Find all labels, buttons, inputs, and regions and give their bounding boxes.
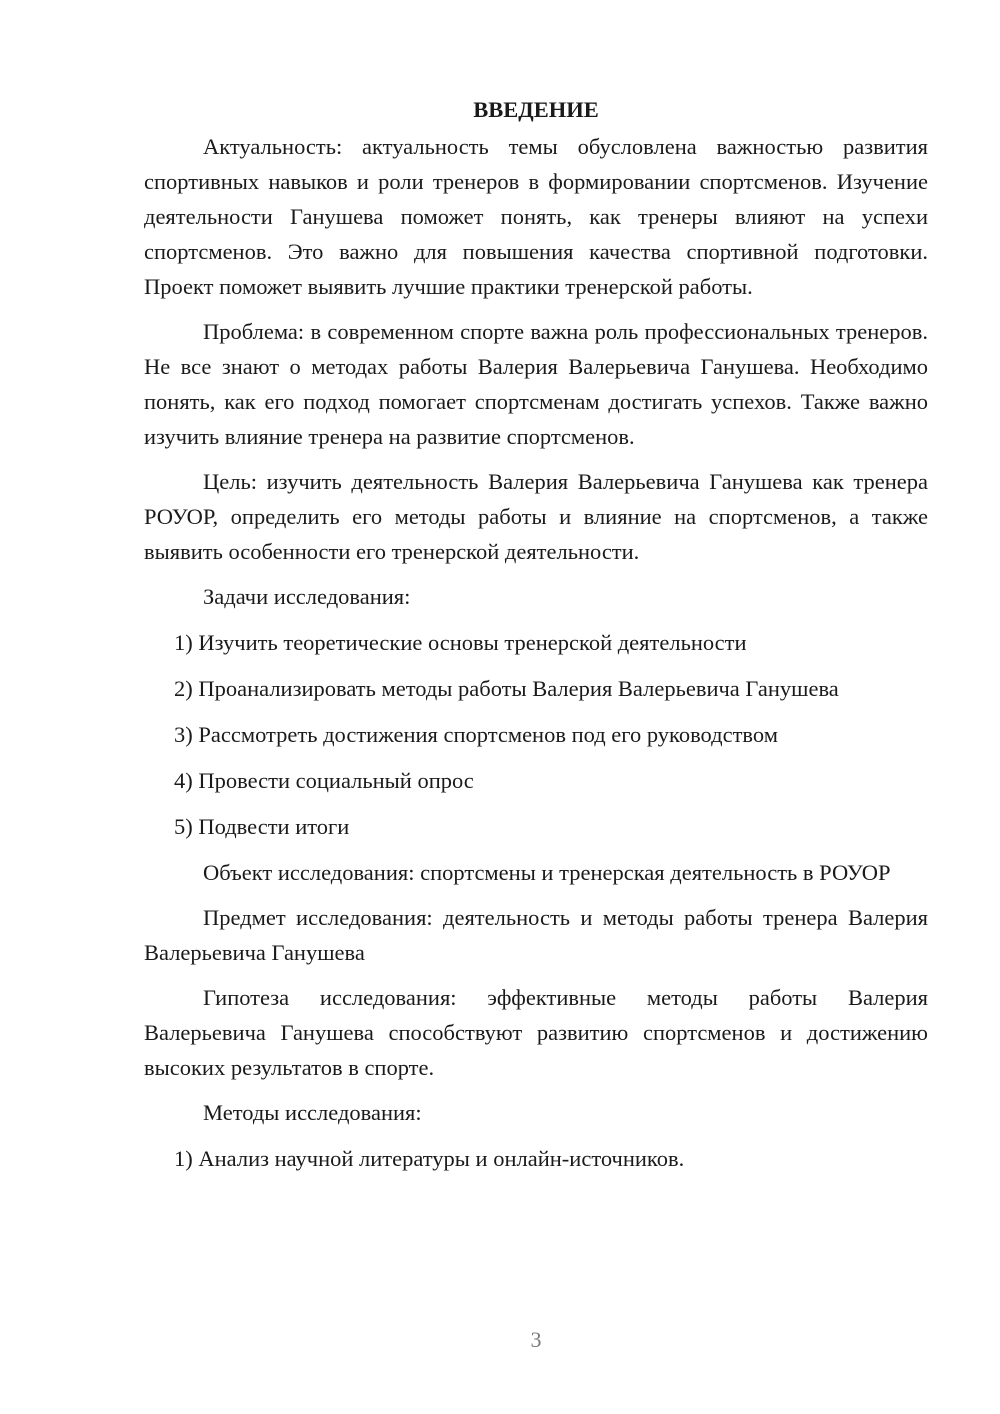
- tasks-heading: Задачи исследования:: [203, 584, 411, 609]
- list-item: 2) Проанализировать методы работы Валерия Валерьевича Ганушева: [174, 676, 839, 701]
- page-content: [144, 92, 928, 1187]
- list-item: 1) Анализ научной литературы и онлайн-источников.: [174, 1146, 685, 1171]
- list-item: 3) Рассмотреть достижения спортсменов под его руководством: [174, 722, 778, 747]
- page-number: 3: [530, 1327, 542, 1352]
- list-item: 5) Подвести итоги: [174, 814, 350, 839]
- goal-paragraph: Цель: изучить деятельность Валерия Валерьевича Ганушева как тренера РОУОР, определить его методы работы и влияние на спортсменов, а также выявить особенности его тренерской деятельности.: [144, 469, 928, 564]
- problem-paragraph: Проблема: в современном спорте важна роль профессиональных тренеров. Не все знают о методах работы Валерия Валерьевича Ганушева. Необходимо понять, как его подход помогает спортсменам достигать успехов. Также важно изучить влияние тренера на развитие спортсменов.: [144, 319, 928, 449]
- subject-paragraph: Предмет исследования: деятельность и методы работы тренера Валерия Валерьевича Ганушева: [144, 905, 928, 965]
- list-item: 4) Провести социальный опрос: [174, 768, 474, 793]
- methods-heading: Методы исследования:: [203, 1100, 422, 1125]
- hypothesis-paragraph: Гипотеза исследования: эффективные методы работы Валерия Валерьевича Ганушева способствуют развитию спортсменов и достижению высоких результатов в спорте.: [144, 985, 928, 1080]
- tasks-list: [144, 625, 928, 844]
- object-paragraph: Объект исследования: спортсмены и тренерская деятельность в РОУОР: [203, 860, 891, 885]
- page-title: ВВЕДЕНИЕ: [473, 97, 599, 122]
- methods-list: [144, 1141, 928, 1176]
- relevance-paragraph: Актуальность: актуальность темы обусловлена важностью развития спортивных навыков и роли тренеров в формировании спортсменов. Изучение деятельности Ганушева поможет понять, как тренеры влияют на успехи спортсменов. Это важно для повышения качества спортивной подготовки. Проект поможет выявить лучшие практики тренерской работы.: [144, 134, 928, 299]
- list-item: 1) Изучить теоретические основы тренерской деятельности: [174, 630, 747, 655]
